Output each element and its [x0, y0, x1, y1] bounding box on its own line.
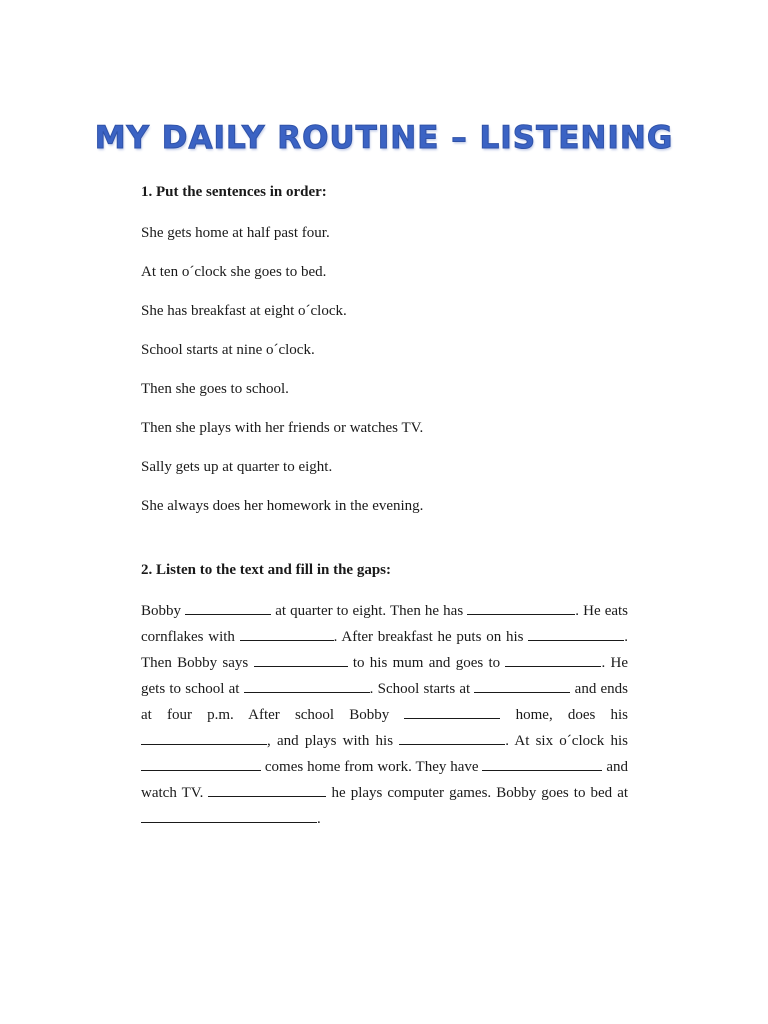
answer-gap[interactable] [474, 680, 570, 693]
answer-gap[interactable] [240, 628, 334, 641]
text-segment: and ends at four p.m. After school Bobby [141, 681, 629, 723]
answer-gap[interactable] [141, 732, 267, 745]
sentence-item: She gets home at half past four. [141, 225, 330, 241]
answer-gap[interactable] [244, 680, 370, 693]
sentence-item: Then she goes to school. [141, 381, 289, 397]
text-segment: to his mum and goes to [352, 655, 501, 671]
worksheet-title: MY DAILY ROUTINE – LISTENING [94, 120, 674, 156]
exercise-1-heading: 1. Put the sentences in order: [141, 184, 327, 200]
text-segment: he plays computer games. Bobby goes to bed at [331, 785, 629, 801]
text-segment: at quarter to eight. Then he has [275, 603, 464, 619]
sentence-item: She has breakfast at eight o´clock. [141, 303, 347, 319]
exercise-2-heading: 2. Listen to the text and fill in the gaps: [141, 562, 392, 578]
sentence-item: At ten o´clock she goes to bed. [141, 264, 327, 280]
text-segment: . [317, 811, 321, 827]
text-segment: . School starts at [369, 681, 471, 697]
answer-gap[interactable] [505, 654, 601, 667]
text-segment: comes home from work. They have [264, 759, 479, 775]
answer-gap[interactable] [528, 628, 624, 641]
text-segment: . He gets to school at [141, 655, 628, 697]
answer-gap[interactable] [141, 758, 261, 771]
answer-gap[interactable] [141, 810, 317, 823]
answer-gap[interactable] [208, 784, 326, 797]
answer-gap[interactable] [185, 602, 271, 615]
text-segment: . At six o´clock his [505, 733, 628, 749]
text-segment: Bobby [141, 603, 182, 619]
answer-gap[interactable] [467, 602, 575, 615]
text-segment: . After breakfast he puts on his [333, 629, 524, 645]
text-segment: home, does his [515, 707, 629, 723]
sentence-list [141, 223, 423, 535]
answer-gap[interactable] [399, 732, 505, 745]
sentence-item: School starts at nine o´clock. [141, 342, 315, 358]
text-segment: and watch TV. [141, 759, 629, 801]
answer-gap[interactable] [254, 654, 348, 667]
answer-gap[interactable] [404, 706, 500, 719]
sentence-item: Sally gets up at quarter to eight. [141, 459, 333, 475]
sentence-item: She always does her homework in the evening. [141, 498, 424, 514]
gap-fill-paragraph [141, 598, 628, 832]
text-segment: . Then Bobby says [141, 629, 628, 671]
text-segment: , and plays with his [267, 733, 394, 749]
answer-gap[interactable] [482, 758, 602, 771]
sentence-item: Then she plays with her friends or watches TV. [141, 420, 424, 436]
text-segment: . He eats cornflakes with [141, 603, 629, 645]
